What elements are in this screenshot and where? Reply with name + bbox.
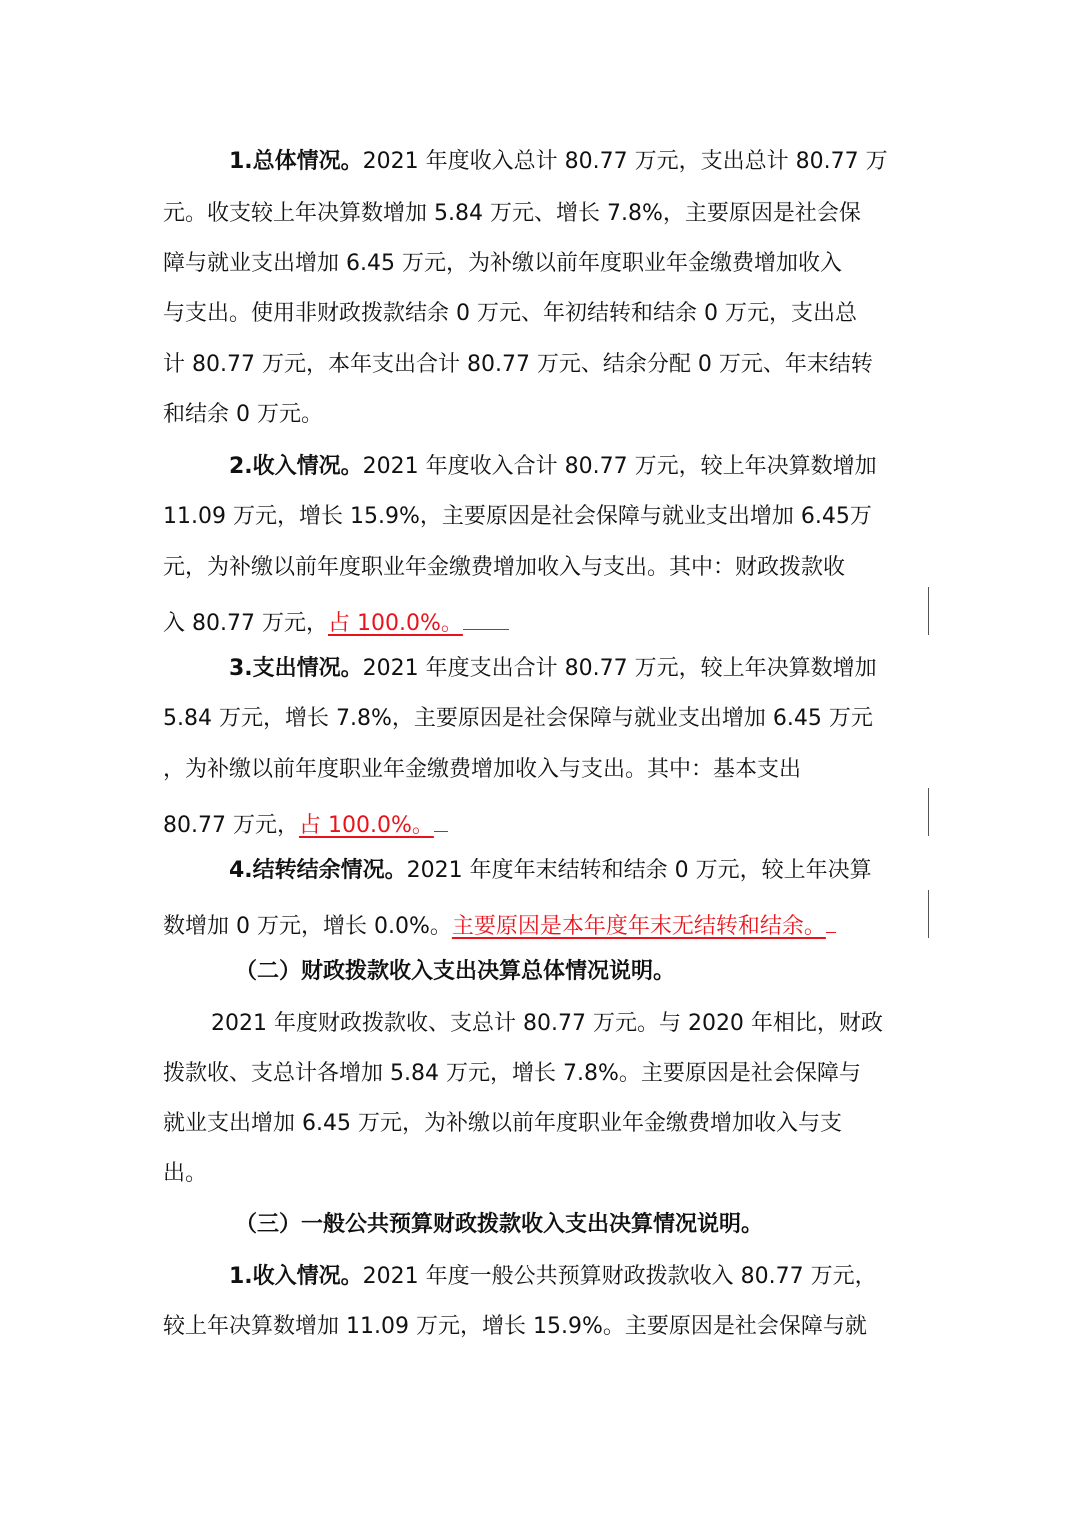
p2-red-underline [463, 603, 509, 630]
change-bar [928, 788, 929, 836]
p4-red-note: 主要原因是本年度年末无结转和结余。 [451, 914, 826, 939]
change-bar [928, 587, 929, 635]
p1-line-4: 与支出。使用非财政拨款结余 0 万元、年初结转和结余 0 万元，支出总 [163, 301, 857, 326]
p3-red-note: 占 100.0%。 [298, 813, 434, 838]
p4-line-2 [163, 906, 836, 942]
p3-line-3: ，为补缴以前年度职业年金缴费增加收入与支出。其中：基本支出 [163, 757, 802, 782]
section-3-title: （三）一般公共预算财政拨款收入支出决算情况说明。 [235, 1212, 764, 1237]
p2-line-1 [229, 452, 877, 482]
section-3-line-2: 较上年决算数增加 11.09 万元，增长 15.9%。主要原因是社会保障与就 [163, 1314, 867, 1339]
p2-line-3: 元，为补缴以前年度职业年金缴费增加收入与支出。其中：财政拨款收 [163, 555, 846, 580]
p1-line-3: 障与就业支出增加 6.45 万元，为补缴以前年度职业年金缴费增加收入 [163, 251, 842, 276]
section-2-line-4: 出。 [163, 1161, 208, 1186]
p1-heading: 1.总体情况。 [229, 149, 363, 174]
p2-line-2: 11.09 万元，增长 15.9%，主要原因是社会保障与就业支出增加 6.45万 [163, 504, 872, 529]
p3-line-1 [229, 654, 877, 684]
section-2-line-1: 2021 年度财政拨款收、支总计 80.77 万元。与 2020 年相比，财政 [211, 1011, 883, 1036]
section-2-line-2: 拨款收、支总计各增加 5.84 万元，增长 7.8%。主要原因是社会保障与 [163, 1061, 861, 1086]
p3-heading: 3.支出情况。 [229, 656, 363, 681]
p1-line-6: 和结余 0 万元。 [163, 402, 323, 427]
p3-line-4 [163, 805, 448, 841]
section-3-line-1 [229, 1262, 877, 1292]
p4-heading: 4.结转结余情况。 [229, 858, 407, 883]
p1-line-5: 计 80.77 万元，本年支出合计 80.77 万元、结余分配 0 万元、年末结转 [163, 352, 873, 377]
section-3-text-1: 2021 年度一般公共预算财政拨款收入 80.77 万元， [362, 1264, 877, 1289]
p2-text-4: 入 80.77 万元， [163, 611, 328, 636]
p1-text-1: 2021 年度收入总计 80.77 万元，支出总计 80.77 万 [362, 149, 888, 174]
p2-line-4 [163, 603, 509, 639]
p3-red-underline [434, 805, 448, 832]
p4-text-2: 数增加 0 万元，增长 0.0%。 [163, 914, 452, 939]
change-bar [928, 890, 929, 938]
section-2-line-3: 就业支出增加 6.45 万元，为补缴以前年度职业年金缴费增加收入与支 [163, 1111, 842, 1136]
p4-line-1 [229, 856, 872, 886]
p1-line-2: 元。收支较上年决算数增加 5.84 万元、增长 7.8%，主要原因是社会保 [163, 201, 861, 226]
section-2-title: （二）财政拨款收入支出决算总体情况说明。 [235, 959, 676, 984]
p2-red-note: 占 100.0%。 [327, 611, 463, 636]
p2-heading: 2.收入情况。 [229, 454, 363, 479]
p3-text-1: 2021 年度支出合计 80.77 万元，较上年决算数增加 [362, 656, 877, 681]
p3-line-2: 5.84 万元，增长 7.8%，主要原因是社会保障与就业支出增加 6.45 万元 [163, 706, 873, 731]
p2-text-1: 2021 年度收入合计 80.77 万元，较上年决算数增加 [362, 454, 877, 479]
section-3-heading: 1.收入情况。 [229, 1264, 363, 1289]
p3-text-4: 80.77 万元， [163, 813, 299, 838]
p4-red-underline [826, 906, 836, 933]
p4-text-1: 2021 年度年末结转和结余 0 万元，较上年决算 [406, 858, 872, 883]
p1-line-1 [229, 147, 888, 177]
